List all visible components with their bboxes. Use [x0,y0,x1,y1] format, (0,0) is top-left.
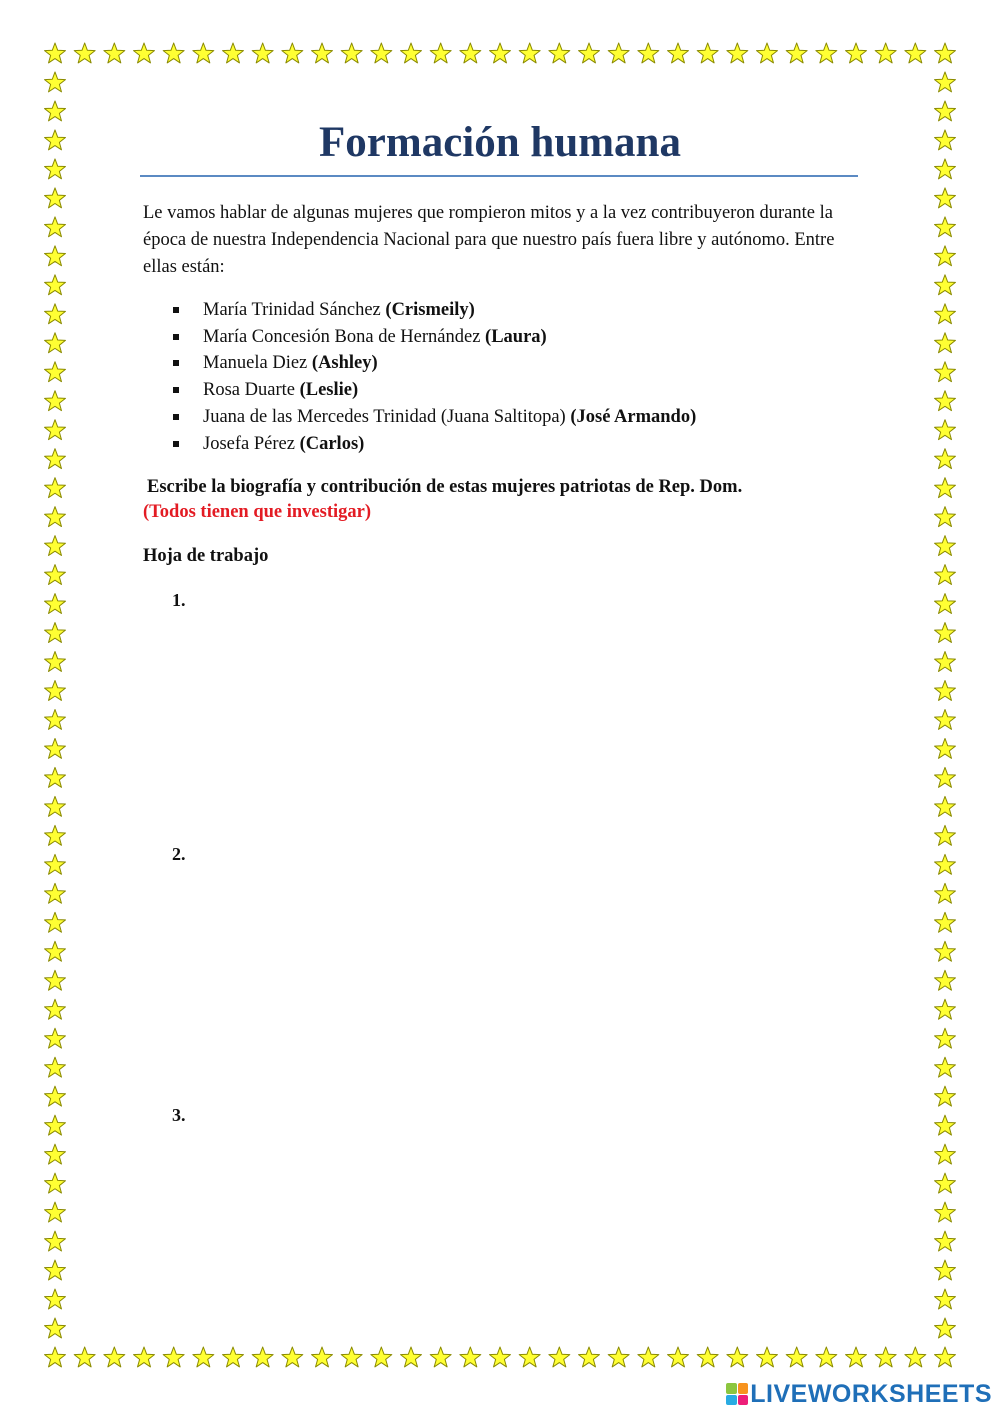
star-icon [45,1260,66,1280]
star-icon [45,565,66,585]
star-icon [45,1028,66,1048]
star-icon [935,825,956,845]
woman-name: María Trinidad Sánchez [203,300,381,320]
star-icon [104,43,125,63]
star-icon [45,941,66,961]
star-icon [45,1231,66,1251]
star-icon [608,1347,629,1367]
star-icon [45,159,66,179]
star-icon [786,43,807,63]
star-icon [45,767,66,787]
star-icon [846,1347,867,1367]
square-bullet-icon [173,414,179,420]
square-bullet-icon [173,307,179,313]
page-title: Formación humana [319,119,681,166]
star-icon [341,43,362,63]
star-icon [490,1347,511,1367]
star-icon [430,1347,451,1367]
star-icon [697,1347,718,1367]
star-icon [935,999,956,1019]
star-icon [935,72,956,92]
star-icon [935,970,956,990]
assigned-student: (Leslie) [299,380,359,401]
answer-area-3[interactable] [200,1103,840,1303]
star-icon [45,72,66,92]
answer-number-1: 1. [172,590,186,610]
star-icon [579,1347,600,1367]
answer-number-2: 2. [172,844,186,864]
star-icon [45,1144,66,1164]
star-icon [519,1347,540,1367]
star-icon [45,217,66,237]
star-icon [786,1347,807,1367]
star-icon [935,883,956,903]
instruction: Escribe la biografía y contribución de estas mujeres patriotas de Rep. Dom. [147,477,743,497]
star-icon [935,1318,956,1338]
star-icon [935,912,956,932]
star-icon [608,43,629,63]
assigned-student: (Carlos) [299,433,365,454]
answer-area-2[interactable] [200,842,840,1042]
list-item [172,297,696,324]
star-icon [668,43,689,63]
list-item [172,377,696,404]
logo-mark-icon [726,1383,748,1405]
logo-square [726,1383,737,1394]
star-icon [935,1347,956,1367]
star-icon [45,1347,66,1367]
star-icon [935,1086,956,1106]
star-icon [45,1202,66,1222]
star-icon [74,1347,95,1367]
star-icon [460,43,481,63]
woman-name: Manuela Diez [203,353,308,374]
star-icon [45,1057,66,1077]
star-icon [935,362,956,382]
star-icon [935,681,956,701]
star-icon [341,1347,362,1367]
star-icon [697,43,718,63]
list-item [172,404,696,431]
woman-name: Josefa Pérez [203,433,295,454]
star-icon [45,1086,66,1106]
star-icon [45,825,66,845]
star-icon [430,43,451,63]
star-icon [935,478,956,498]
star-icon [757,43,778,63]
star-icon [519,43,540,63]
star-icon [935,275,956,295]
star-icon [45,796,66,816]
star-icon [45,101,66,121]
star-icon [312,1347,333,1367]
star-icon [935,101,956,121]
star-icon [905,43,926,63]
star-icon [252,43,273,63]
star-icon [45,912,66,932]
star-icon [45,420,66,440]
star-icon [45,275,66,295]
star-icon [638,43,659,63]
woman-name: María Concesión Bona de Hernández [203,326,481,347]
assigned-student: (Crismeily) [385,300,475,320]
star-icon [935,43,956,63]
star-icon [45,709,66,729]
star-icon [223,43,244,63]
star-icon [45,43,66,63]
star-icon [45,1289,66,1309]
star-icon [935,1202,956,1222]
star-icon [549,1347,570,1367]
star-icon [45,130,66,150]
star-icon [935,1057,956,1077]
star-icon [816,1347,837,1367]
star-icon [935,623,956,643]
star-icon [935,767,956,787]
star-icon [45,188,66,208]
title-divider [140,175,858,177]
star-icon [45,246,66,266]
star-icon [905,1347,926,1367]
star-icon [163,43,184,63]
star-icon [490,43,511,63]
star-icon [935,420,956,440]
star-icon [757,1347,778,1367]
star-icon [45,1173,66,1193]
assigned-student: (Ashley) [311,353,378,374]
star-icon [134,1347,155,1367]
star-icon [312,43,333,63]
star-icon [668,1347,689,1367]
logo-square [738,1383,749,1394]
star-icon [45,594,66,614]
star-icon [579,43,600,63]
assigned-student: (Laura) [485,326,547,347]
star-icon [74,43,95,63]
star-icon [371,43,392,63]
star-icon [45,1115,66,1135]
star-icon [935,796,956,816]
women-list [172,297,696,457]
worksheet-label: Hoja de trabajo [143,546,269,566]
star-icon [816,43,837,63]
star-icon [401,1347,422,1367]
star-icon [935,854,956,874]
star-icon [45,1318,66,1338]
star-icon [935,188,956,208]
star-icon [549,43,570,63]
square-bullet-icon [173,360,179,366]
woman-name: Rosa Duarte [203,380,295,401]
star-icon [45,478,66,498]
logo-text: LIVEWORKSHEETS [750,1379,992,1408]
liveworksheets-logo [726,1379,992,1409]
star-icon [935,304,956,324]
star-icon [935,507,956,527]
star-icon [935,159,956,179]
square-bullet-icon [173,334,179,340]
star-icon [45,507,66,527]
star-icon [638,1347,659,1367]
star-icon [104,1347,125,1367]
star-icon [935,1289,956,1309]
star-icon [727,1347,748,1367]
star-icon [935,449,956,469]
star-icon [252,1347,273,1367]
star-icon [45,854,66,874]
star-icon [45,681,66,701]
star-icon [935,1028,956,1048]
star-icon [935,565,956,585]
star-icon [935,1115,956,1135]
star-icon [875,1347,896,1367]
instruction-note: (Todos tienen que investigar) [143,502,372,522]
list-item [172,350,696,377]
woman-name: Juana de las Mercedes Trinidad (Juana Saltitopa) [203,406,566,427]
logo-square [738,1395,749,1406]
star-icon [45,536,66,556]
star-icon [371,1347,392,1367]
star-icon [846,43,867,63]
star-icon [935,738,956,758]
star-icon [45,304,66,324]
star-icon [163,1347,184,1367]
star-icon [935,594,956,614]
star-icon [193,1347,214,1367]
star-icon [935,1144,956,1164]
star-icon [45,391,66,411]
list-item [172,324,696,351]
star-icon [935,536,956,556]
star-icon [935,333,956,353]
star-icon [223,1347,244,1367]
star-icon [935,709,956,729]
answer-area-1[interactable] [200,588,840,788]
star-icon [935,391,956,411]
star-icon [460,1347,481,1367]
star-icon [45,738,66,758]
list-item [172,431,696,458]
square-bullet-icon [173,441,179,447]
star-icon [875,43,896,63]
star-icon [727,43,748,63]
square-bullet-icon [173,387,179,393]
star-icon [935,246,956,266]
star-icon [45,362,66,382]
answer-number-3: 3. [172,1105,186,1125]
star-icon [45,999,66,1019]
star-icon [193,43,214,63]
logo-square [726,1395,737,1406]
intro-paragraph: Le vamos hablar de algunas mujeres que rompieron mitos y a la vez contribuyeron durante la época de nuestra Independencia Nacional para que nuestro país fuera libre y autónomo. Entre ellas están: [143,203,835,277]
star-icon [935,130,956,150]
assigned-student: (José Armando) [570,406,697,427]
star-icon [45,883,66,903]
star-icon [935,1231,956,1251]
star-icon [45,623,66,643]
star-icon [935,217,956,237]
star-icon [45,449,66,469]
star-icon [45,970,66,990]
star-icon [935,1260,956,1280]
star-icon [45,652,66,672]
star-icon [401,43,422,63]
star-icon [45,333,66,353]
star-icon [935,1173,956,1193]
star-icon [134,43,155,63]
star-icon [282,43,303,63]
star-icon [935,652,956,672]
star-icon [282,1347,303,1367]
star-icon [935,941,956,961]
